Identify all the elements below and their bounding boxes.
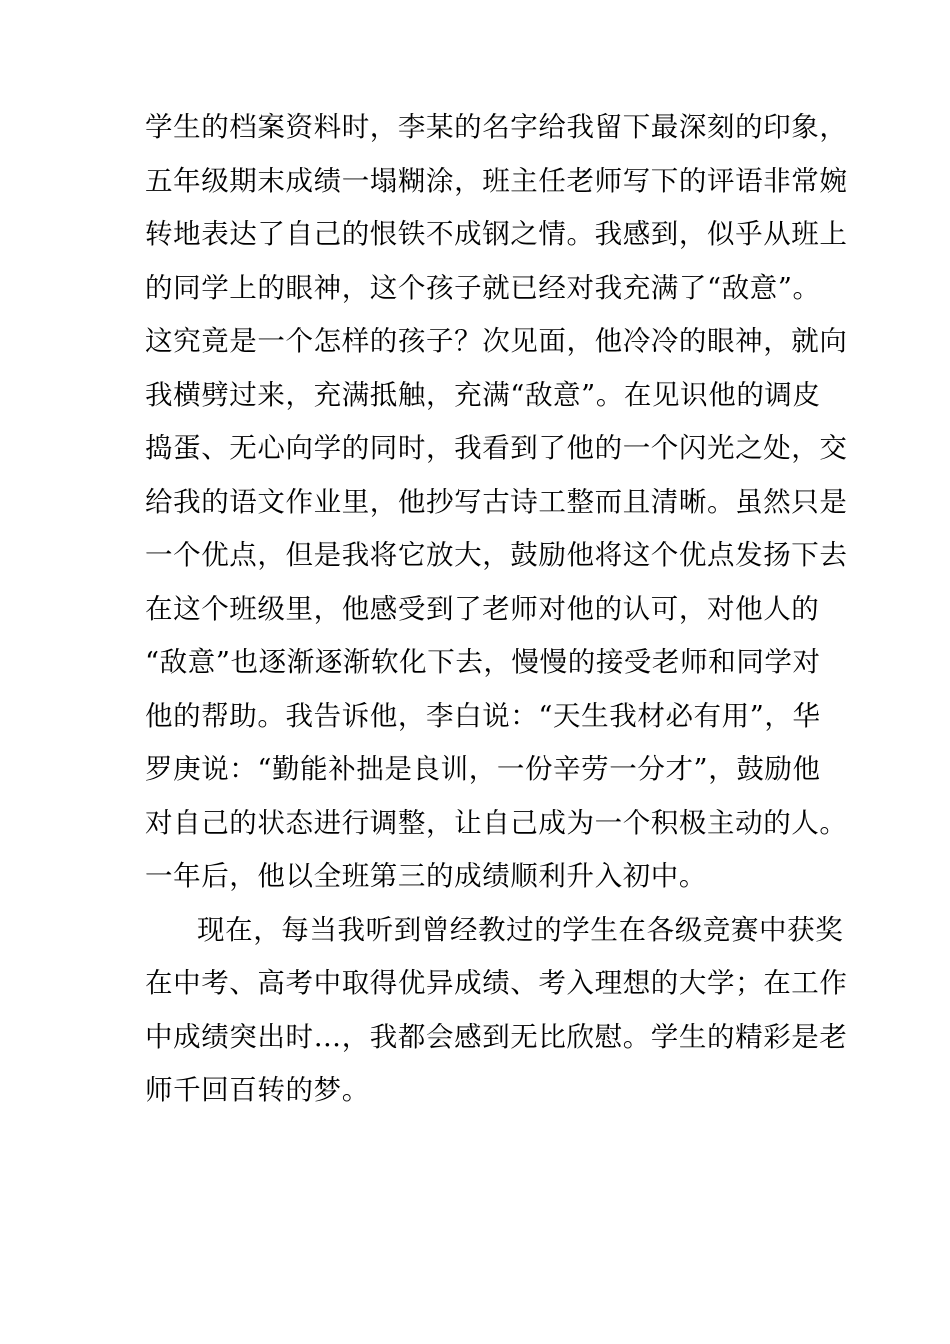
- document-body: [145, 101, 848, 1118]
- text-line: 在这个班级里，他感受到了老师对他的认可，对他人的: [145, 592, 820, 625]
- text-line: 师千回百转的梦。: [145, 1074, 370, 1106]
- text-line: 给我的语文作业里，他抄写古诗工整而且清晰。虽然只是: [145, 485, 848, 518]
- paragraph-start-line: 现在，每当我听到曾经教过的学生在各级竞赛中获奖: [197, 913, 844, 946]
- text-line: 在中考、高考中取得优异成绩、考入理想的大学；在工作: [145, 967, 848, 999]
- text-line: 转地表达了自己的恨铁不成钢之情。我感到，似乎从班上: [145, 218, 848, 250]
- text-line: 五年级期末成绩一塌糊涂，班主任老师写下的评语非常婉: [145, 164, 848, 197]
- text-line: 捣蛋、无心向学的同时，我看到了他的一个闪光之处，交: [145, 432, 848, 464]
- text-line: 他的帮助。我告诉他，李白说：“天生我材必有用”，华: [145, 699, 821, 732]
- text-line: 对自己的状态进行调整，让自己成为一个积极主动的人。: [145, 806, 848, 839]
- text-line: 的同学上的眼神，这个孩子就已经对我充满了“敌意”。: [145, 271, 821, 304]
- text-line: “敌意”也逐渐逐渐软化下去，慢慢的接受老师和同学对: [145, 646, 821, 678]
- text-line: 这究竟是一个怎样的孩子？次见面，他冷冷的眼神，就向: [145, 325, 848, 357]
- text-line: 罗庚说：“勤能补拙是良训，一份辛劳一分才”，鼓励他: [145, 753, 821, 785]
- text-line: 一个优点，但是我将它放大，鼓励他将这个优点发扬下去: [145, 539, 848, 571]
- text-line: 我横劈过来，充满抵触，充满“敌意”。在见识他的调皮: [145, 378, 821, 411]
- text-line: 学生的档案资料时，李某的名字给我留下最深刻的印象，: [145, 111, 848, 143]
- text-line: 一年后，他以全班第三的成绩顺利升入初中。: [145, 860, 707, 892]
- text-line: 中成绩突出时…，我都会感到无比欣慰。学生的精彩是老: [145, 1020, 848, 1053]
